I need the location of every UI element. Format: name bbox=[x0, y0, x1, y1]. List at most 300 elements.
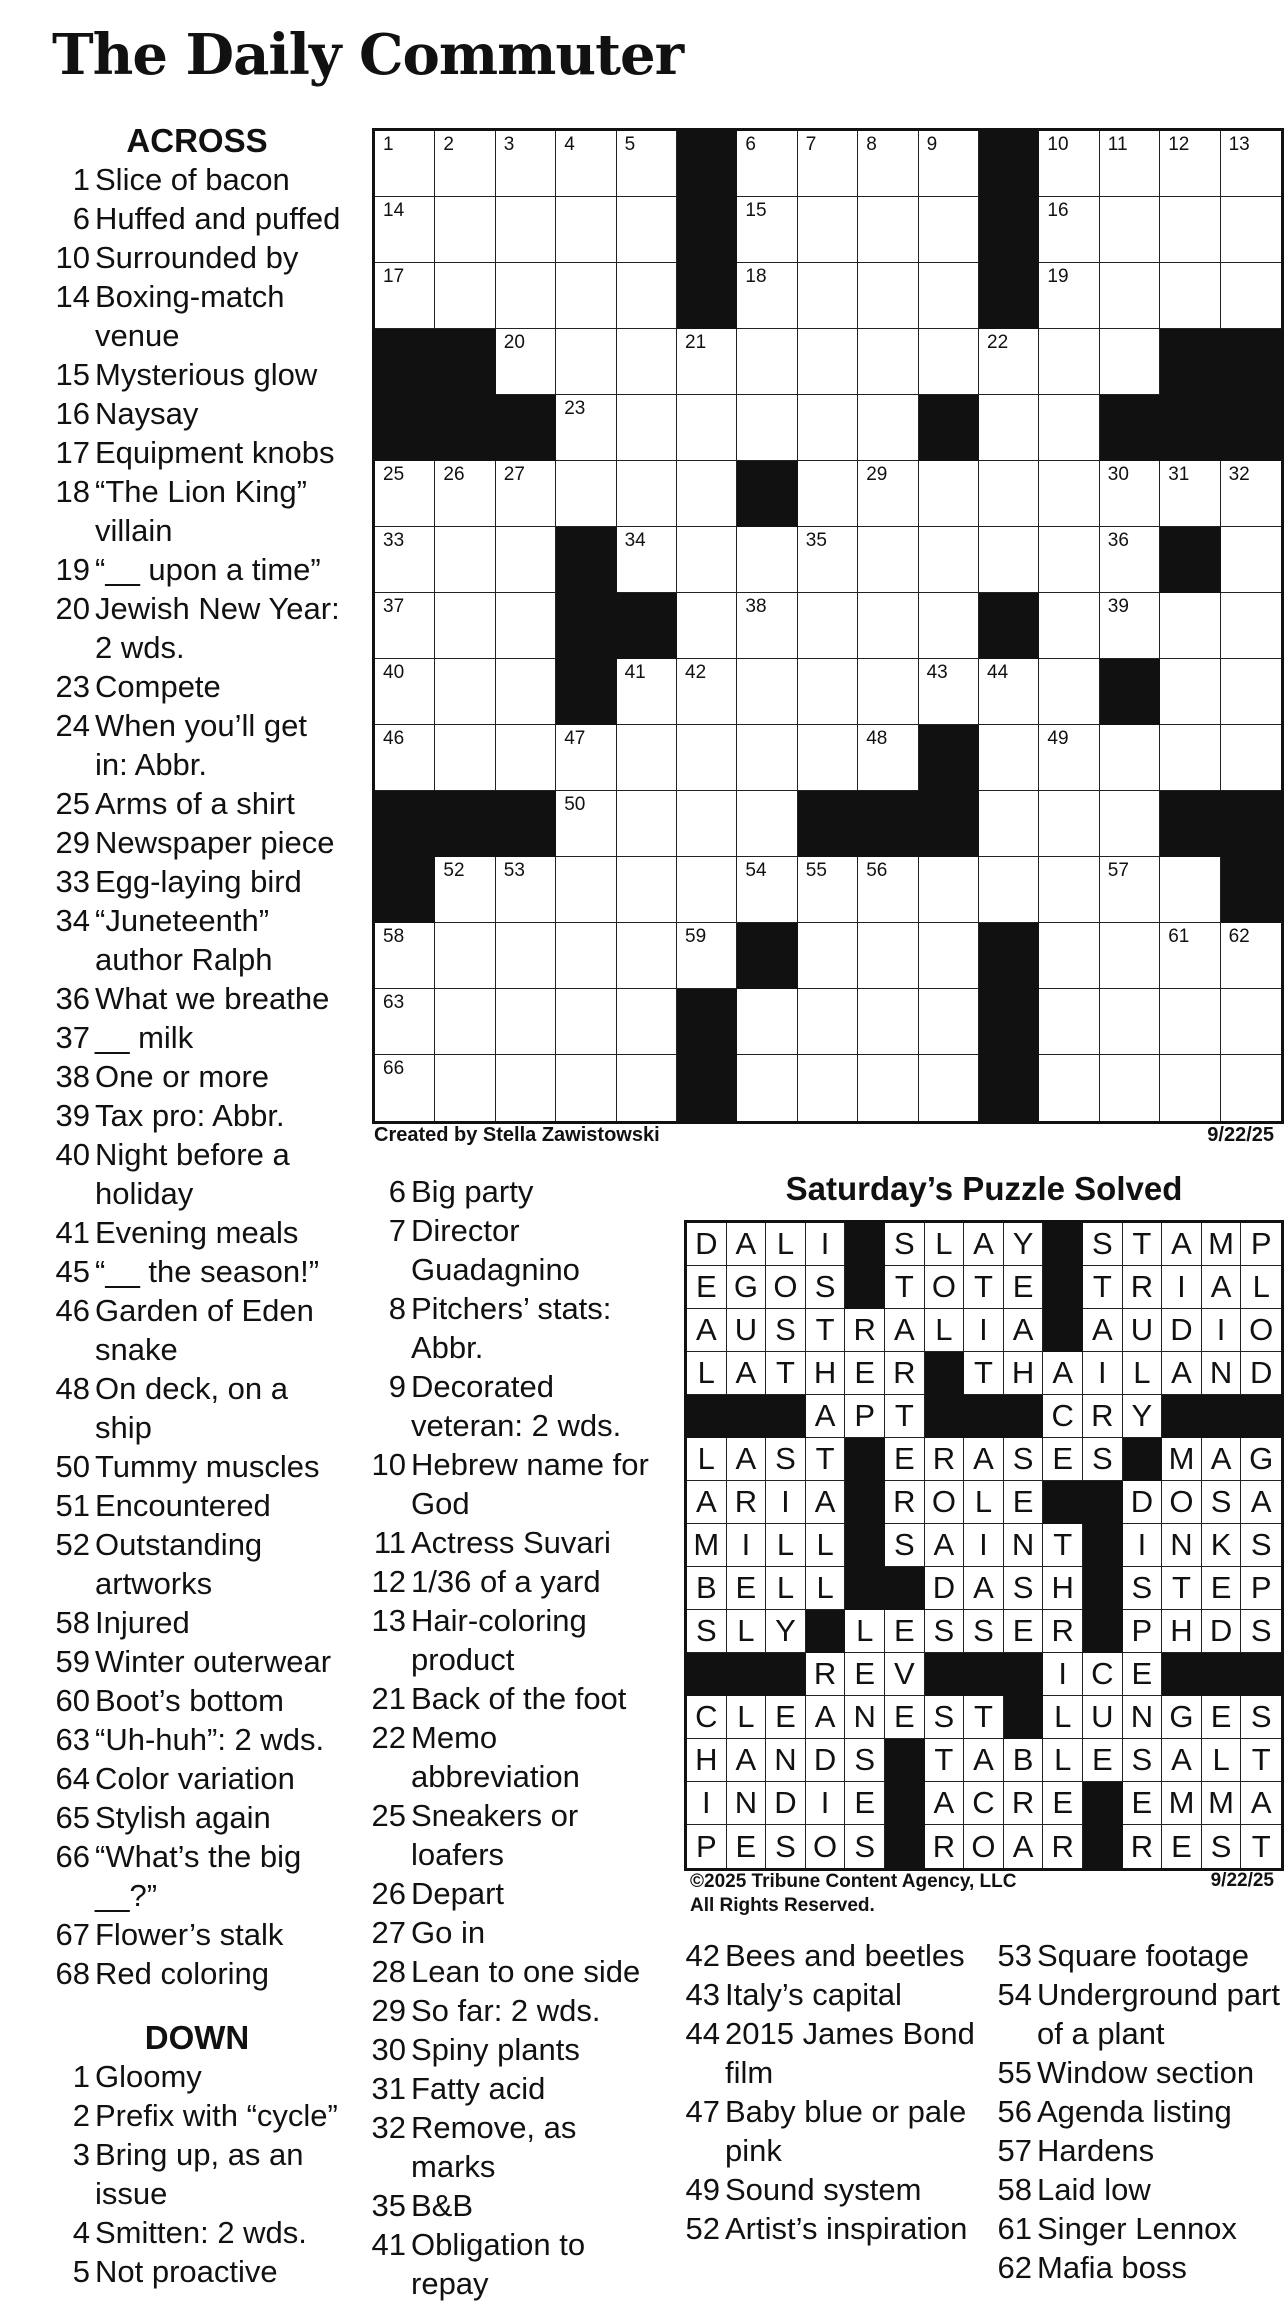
grid-cell bbox=[1039, 593, 1099, 659]
grid-cell bbox=[677, 329, 737, 395]
cell-letter: O bbox=[1169, 1484, 1194, 1519]
clue-item bbox=[368, 1562, 668, 1601]
clue-number: 28 bbox=[371, 1954, 406, 1989]
grid-cell bbox=[1202, 1825, 1242, 1868]
grid-cell bbox=[1083, 1223, 1123, 1266]
clue-text: Outstanding artworks bbox=[95, 1527, 263, 1601]
grid-cell bbox=[1083, 1653, 1123, 1696]
grid-cell bbox=[617, 659, 677, 725]
grid-cell bbox=[677, 725, 737, 791]
grid-cell bbox=[806, 1438, 846, 1481]
cell-letter: C bbox=[1051, 1398, 1074, 1433]
cell-number: 34 bbox=[624, 530, 646, 551]
cell-number: 51 bbox=[926, 794, 948, 815]
cell-number: 26 bbox=[443, 464, 465, 485]
clue-text: Bring up, as an issue bbox=[95, 2137, 304, 2211]
grid-cell bbox=[727, 1782, 767, 1825]
clue-number: 12 bbox=[371, 1564, 406, 1599]
grid-cell bbox=[858, 395, 918, 461]
cell-letter: L bbox=[1054, 1699, 1072, 1734]
clue-item bbox=[52, 433, 342, 472]
grid-cell bbox=[964, 1223, 1004, 1266]
grid-cell bbox=[858, 593, 918, 659]
grid-cell bbox=[858, 461, 918, 527]
clue-number: 31 bbox=[371, 2071, 406, 2106]
cell-letter: R bbox=[813, 1656, 837, 1691]
clue-number: 20 bbox=[55, 591, 90, 626]
cell-number: 59 bbox=[685, 926, 707, 947]
grid-cell bbox=[858, 527, 918, 593]
black-square bbox=[1083, 1567, 1123, 1610]
grid-cell bbox=[925, 1438, 965, 1481]
clue-number: 26 bbox=[371, 1876, 406, 1911]
black-square bbox=[1083, 1481, 1123, 1524]
clue-text: Baby blue or pale pink bbox=[725, 2094, 967, 2168]
grid-cell bbox=[1162, 1739, 1202, 1782]
grid-cell bbox=[766, 1223, 806, 1266]
clue-item bbox=[368, 1874, 668, 1913]
cell-number: 5 bbox=[624, 134, 636, 155]
clue-text: Prefix with “cycle” bbox=[95, 2098, 338, 2133]
grid-cell bbox=[375, 725, 435, 791]
down-list-col3 bbox=[682, 1936, 982, 2248]
grid-cell bbox=[979, 395, 1039, 461]
black-square bbox=[964, 1653, 1004, 1696]
cell-letter: L bbox=[737, 1699, 755, 1734]
cell-letter: E bbox=[695, 1269, 717, 1304]
grid-cell bbox=[766, 1825, 806, 1868]
grid-cell bbox=[925, 1481, 965, 1524]
clue-number: 48 bbox=[55, 1371, 90, 1406]
black-square bbox=[1100, 395, 1160, 461]
grid-cell bbox=[979, 461, 1039, 527]
puzzle-date: 9/22/25 bbox=[1207, 1124, 1274, 1146]
cell-number: 2 bbox=[443, 134, 454, 155]
grid-cell bbox=[737, 857, 797, 923]
cell-letter: E bbox=[775, 1699, 796, 1734]
down-heading: DOWN bbox=[144, 2019, 250, 2056]
black-square bbox=[919, 395, 979, 461]
grid-cell bbox=[885, 1309, 925, 1352]
cell-letter: N bbox=[774, 1742, 797, 1777]
grid-cell bbox=[1004, 1481, 1044, 1524]
grid-cell bbox=[1123, 1524, 1163, 1567]
clue-item bbox=[994, 2053, 1286, 2092]
clue-item bbox=[52, 2057, 342, 2096]
grid-cell bbox=[496, 1055, 556, 1121]
grid-cell bbox=[727, 1309, 767, 1352]
clue-item bbox=[682, 2092, 982, 2170]
cell-letter: D bbox=[774, 1785, 797, 1820]
grid-cell bbox=[1221, 923, 1281, 989]
clue-number: 1 bbox=[72, 162, 90, 197]
clue-text: Arms of a shirt bbox=[95, 786, 295, 821]
black-square bbox=[845, 1524, 885, 1567]
black-square bbox=[919, 725, 979, 791]
cell-letter: E bbox=[1052, 1785, 1074, 1820]
clue-item bbox=[52, 238, 342, 277]
grid-cell bbox=[687, 1481, 727, 1524]
clue-item bbox=[368, 1172, 668, 1211]
copyright-line2: All Rights Reserved. bbox=[690, 1895, 875, 1916]
clue-item bbox=[52, 277, 342, 355]
clue-item bbox=[52, 1135, 342, 1213]
black-square bbox=[1083, 1782, 1123, 1825]
grid-cell bbox=[737, 197, 797, 263]
cell-letter: I bbox=[1058, 1656, 1067, 1691]
clue-number: 27 bbox=[371, 1915, 406, 1950]
clue-text: Hair-coloring product bbox=[411, 1603, 587, 1677]
cell-letter: P bbox=[695, 1828, 717, 1864]
grid-cell bbox=[925, 1696, 965, 1739]
black-square bbox=[496, 791, 556, 857]
grid-cell bbox=[1039, 989, 1099, 1055]
cell-letter: S bbox=[1131, 1570, 1153, 1605]
cell-number: 43 bbox=[926, 662, 948, 683]
grid-cell bbox=[375, 527, 435, 593]
clue-number: 64 bbox=[55, 1761, 90, 1796]
grid-cell bbox=[885, 1438, 925, 1481]
cell-letter: S bbox=[893, 1226, 915, 1261]
grid-cell bbox=[925, 1610, 965, 1653]
clue-text: Color variation bbox=[95, 1761, 295, 1796]
clue-item bbox=[368, 1679, 668, 1718]
clue-number: 38 bbox=[55, 1059, 90, 1094]
grid-cell bbox=[687, 1352, 727, 1395]
cell-number: 11 bbox=[1107, 134, 1128, 155]
grid-cell bbox=[1221, 659, 1281, 725]
grid-cell bbox=[496, 989, 556, 1055]
grid-cell bbox=[979, 857, 1039, 923]
cell-letter: P bbox=[1250, 1570, 1272, 1605]
cell-number: 27 bbox=[503, 464, 525, 485]
grid-cell bbox=[1043, 1653, 1083, 1696]
cell-letter: O bbox=[1249, 1312, 1274, 1347]
grid-cell bbox=[677, 461, 737, 527]
cell-number: 18 bbox=[745, 266, 767, 287]
cell-letter: S bbox=[775, 1828, 796, 1864]
grid-cell bbox=[964, 1309, 1004, 1352]
black-square bbox=[979, 197, 1039, 263]
cell-number: 7 bbox=[805, 134, 817, 155]
cell-number: 60 bbox=[987, 926, 1009, 947]
clue-text: “What’s the big __?” bbox=[95, 1839, 302, 1913]
clue-text: Stylish again bbox=[95, 1800, 271, 1835]
clue-item bbox=[368, 1991, 668, 2030]
grid-cell bbox=[845, 1395, 885, 1438]
cell-number: 42 bbox=[685, 662, 707, 683]
grid-cell bbox=[885, 1266, 925, 1309]
clue-item bbox=[52, 550, 342, 589]
grid-cell bbox=[885, 1610, 925, 1653]
grid-cell bbox=[1202, 1266, 1242, 1309]
clue-number: 42 bbox=[685, 1938, 720, 1973]
clue-text: “Uh-huh”: 2 wds. bbox=[95, 1722, 325, 1757]
grid-cell bbox=[1241, 1524, 1281, 1567]
grid-cell bbox=[1221, 197, 1281, 263]
grid-cell bbox=[798, 461, 858, 527]
grid-cell bbox=[617, 395, 677, 461]
clue-item bbox=[52, 1720, 342, 1759]
cell-letter: L bbox=[816, 1570, 834, 1605]
cell-letter: A bbox=[814, 1398, 836, 1433]
grid-cell bbox=[1162, 1825, 1202, 1868]
cell-letter: A bbox=[1171, 1355, 1192, 1390]
down-list-col2 bbox=[368, 1172, 668, 2303]
cell-number: 46 bbox=[383, 728, 405, 749]
clue-text: “Juneteenth” author Ralph bbox=[95, 903, 273, 977]
grid-cell bbox=[617, 527, 677, 593]
crossword-grid bbox=[372, 128, 1284, 1124]
grid-cell bbox=[556, 131, 616, 197]
clue-item bbox=[368, 2108, 668, 2186]
grid-cell bbox=[1123, 1481, 1163, 1524]
cell-number: 32 bbox=[1228, 464, 1250, 485]
cell-letter: A bbox=[1012, 1828, 1034, 1864]
cell-letter: L bbox=[697, 1355, 715, 1390]
cell-letter: L bbox=[935, 1226, 953, 1261]
grid-cell bbox=[1162, 1438, 1202, 1481]
black-square bbox=[687, 1395, 727, 1438]
grid-cell bbox=[1202, 1610, 1242, 1653]
grid-cell bbox=[979, 791, 1039, 857]
grid-cell bbox=[556, 461, 616, 527]
cell-letter: A bbox=[1210, 1441, 1232, 1476]
grid-cell bbox=[1160, 197, 1220, 263]
cell-letter: S bbox=[775, 1441, 796, 1476]
clue-text: Agenda listing bbox=[1037, 2094, 1232, 2129]
cell-letter: T bbox=[974, 1269, 993, 1304]
cell-letter: R bbox=[893, 1355, 916, 1390]
black-square bbox=[1162, 1653, 1202, 1696]
clue-number: 41 bbox=[371, 2227, 406, 2262]
grid-cell bbox=[1241, 1481, 1281, 1524]
cell-letter: L bbox=[856, 1613, 874, 1648]
grid-cell bbox=[375, 659, 435, 725]
clue-number: 19 bbox=[55, 552, 90, 587]
clue-item bbox=[52, 2252, 342, 2291]
clue-number: 5 bbox=[72, 2254, 90, 2289]
grid-cell bbox=[798, 263, 858, 329]
cell-number: 48 bbox=[866, 728, 888, 749]
cell-number: 29 bbox=[866, 464, 888, 485]
grid-cell bbox=[1221, 1055, 1281, 1121]
clue-number: 13 bbox=[371, 1603, 406, 1638]
cell-number: 45 bbox=[1107, 662, 1129, 683]
clue-item bbox=[52, 1603, 342, 1642]
black-square bbox=[979, 263, 1039, 329]
grid-cell bbox=[1004, 1309, 1044, 1352]
black-square bbox=[1221, 329, 1281, 395]
cell-letter: S bbox=[854, 1828, 876, 1864]
grid-cell bbox=[737, 593, 797, 659]
grid-cell bbox=[798, 989, 858, 1055]
grid-cell bbox=[556, 923, 616, 989]
cell-number: 13 bbox=[1228, 134, 1250, 155]
cell-number: 22 bbox=[987, 332, 1009, 353]
clue-text: Mafia boss bbox=[1037, 2250, 1187, 2285]
clue-item bbox=[52, 1486, 342, 1525]
clue-item bbox=[368, 2069, 668, 2108]
grid-cell bbox=[979, 659, 1039, 725]
clue-item bbox=[52, 394, 342, 433]
cell-letter: D bbox=[1130, 1484, 1154, 1519]
grid-cell bbox=[1039, 659, 1099, 725]
clue-text: Boot’s bottom bbox=[95, 1683, 284, 1718]
grid-cell bbox=[727, 1481, 767, 1524]
grid-cell bbox=[617, 857, 677, 923]
clue-number: 60 bbox=[55, 1683, 90, 1718]
across-list bbox=[52, 160, 342, 1993]
grid-cell bbox=[1241, 1739, 1281, 1782]
clue-item bbox=[682, 2170, 982, 2209]
clue-number: 45 bbox=[55, 1254, 90, 1289]
clue-item bbox=[368, 1718, 668, 1796]
grid-cell bbox=[687, 1567, 727, 1610]
clue-text: Obligation to repay bbox=[411, 2227, 586, 2301]
clue-text: Encountered bbox=[95, 1488, 271, 1523]
clue-text: Actress Suvari bbox=[411, 1525, 611, 1560]
clue-item bbox=[682, 1975, 982, 2014]
clue-text: Flower’s stalk bbox=[95, 1917, 284, 1952]
grid-cell bbox=[1039, 527, 1099, 593]
grid-cell bbox=[1039, 263, 1099, 329]
black-square bbox=[435, 395, 495, 461]
cell-number: 62 bbox=[1228, 926, 1250, 947]
clue-item bbox=[52, 472, 342, 550]
cell-letter: N bbox=[853, 1699, 876, 1734]
cell-number: 65 bbox=[987, 992, 1009, 1013]
grid-cell bbox=[798, 197, 858, 263]
clue-number: 67 bbox=[55, 1917, 90, 1952]
clue-item bbox=[368, 2225, 668, 2303]
black-square bbox=[885, 1782, 925, 1825]
black-square bbox=[375, 791, 435, 857]
clue-number: 15 bbox=[55, 357, 90, 392]
grid-cell bbox=[1043, 1739, 1083, 1782]
grid-cell bbox=[1039, 131, 1099, 197]
grid-cell bbox=[919, 1055, 979, 1121]
grid-cell bbox=[885, 1481, 925, 1524]
clue-number: 52 bbox=[685, 2211, 720, 2246]
grid-cell bbox=[496, 329, 556, 395]
grid-cell bbox=[858, 131, 918, 197]
black-square bbox=[798, 791, 858, 857]
grid-cell bbox=[737, 659, 797, 725]
cell-number: 19 bbox=[1047, 266, 1069, 287]
grid-cell bbox=[1083, 1438, 1123, 1481]
grid-cell bbox=[1123, 1309, 1163, 1352]
cell-letter: A bbox=[695, 1484, 717, 1519]
clue-number: 17 bbox=[55, 435, 90, 470]
grid-cell bbox=[1162, 1223, 1202, 1266]
cell-number: 39 bbox=[1107, 596, 1129, 617]
cell-letter: I bbox=[701, 1785, 711, 1820]
grid-cell bbox=[737, 527, 797, 593]
black-square bbox=[375, 857, 435, 923]
grid-cell bbox=[435, 659, 495, 725]
grid-cell bbox=[964, 1782, 1004, 1825]
clue-text: Night before a holiday bbox=[95, 1137, 290, 1211]
black-square bbox=[925, 1352, 965, 1395]
grid-cell bbox=[1100, 593, 1160, 659]
grid-cell bbox=[806, 1223, 846, 1266]
grid-cell bbox=[727, 1739, 767, 1782]
grid-cell bbox=[766, 1481, 806, 1524]
clue-text: So far: 2 wds. bbox=[411, 1993, 601, 2028]
cell-letter: D bbox=[1170, 1312, 1193, 1347]
clue-item bbox=[682, 2209, 982, 2248]
grid-cell bbox=[919, 593, 979, 659]
clue-number: 59 bbox=[55, 1644, 90, 1679]
grid-cell bbox=[496, 263, 556, 329]
grid-cell bbox=[964, 1524, 1004, 1567]
cell-letter: I bbox=[1137, 1527, 1147, 1562]
clue-item bbox=[52, 1759, 342, 1798]
cell-number: 40 bbox=[383, 662, 405, 683]
clue-text: Slice of bacon bbox=[95, 162, 290, 197]
grid-cell bbox=[1160, 659, 1220, 725]
clue-number: 53 bbox=[997, 1938, 1032, 1973]
cell-letter: L bbox=[935, 1312, 953, 1347]
newspaper-title: The Daily Commuter bbox=[52, 22, 684, 88]
grid-cell bbox=[806, 1739, 846, 1782]
clue-item bbox=[52, 901, 342, 979]
cell-letter: T bbox=[1053, 1527, 1073, 1562]
grid-cell bbox=[1004, 1438, 1044, 1481]
clue-item bbox=[52, 2096, 342, 2135]
clue-item bbox=[368, 1523, 668, 1562]
grid-cell bbox=[1241, 1610, 1281, 1653]
clue-item bbox=[368, 1796, 668, 1874]
clue-number: 56 bbox=[997, 2094, 1032, 2129]
grid-cell bbox=[1162, 1610, 1202, 1653]
solution-date: 9/22/25 bbox=[1210, 1870, 1274, 1891]
clue-text: “__ upon a time” bbox=[95, 552, 321, 587]
grid-cell bbox=[1202, 1696, 1242, 1739]
grid-cell bbox=[1123, 1653, 1163, 1696]
grid-cell bbox=[375, 461, 435, 527]
black-square bbox=[737, 923, 797, 989]
grid-cell bbox=[1160, 131, 1220, 197]
black-square bbox=[1004, 1653, 1044, 1696]
grid-cell bbox=[737, 395, 797, 461]
grid-cell bbox=[617, 329, 677, 395]
grid-cell bbox=[1221, 131, 1281, 197]
clue-text: 2015 James Bond film bbox=[725, 2016, 975, 2090]
cell-number: 58 bbox=[383, 926, 405, 947]
grid-cell bbox=[435, 197, 495, 263]
grid-cell bbox=[1043, 1524, 1083, 1567]
grid-cell bbox=[1160, 857, 1220, 923]
black-square bbox=[435, 329, 495, 395]
clue-text: __ milk bbox=[95, 1020, 194, 1055]
grid-cell bbox=[798, 131, 858, 197]
cell-number: 31 bbox=[1168, 464, 1190, 485]
clue-number: 68 bbox=[55, 1956, 90, 1991]
cell-number: 12 bbox=[1168, 134, 1190, 155]
grid-cell bbox=[435, 923, 495, 989]
cell-letter: D bbox=[813, 1742, 837, 1777]
cell-letter: I bbox=[820, 1785, 830, 1820]
clue-text: Fatty acid bbox=[411, 2071, 546, 2106]
black-square bbox=[556, 527, 616, 593]
grid-cell bbox=[919, 923, 979, 989]
cell-letter: S bbox=[695, 1613, 717, 1648]
cell-number: 47 bbox=[564, 728, 586, 749]
black-square bbox=[845, 1223, 885, 1266]
cell-number: 49 bbox=[1047, 728, 1069, 749]
